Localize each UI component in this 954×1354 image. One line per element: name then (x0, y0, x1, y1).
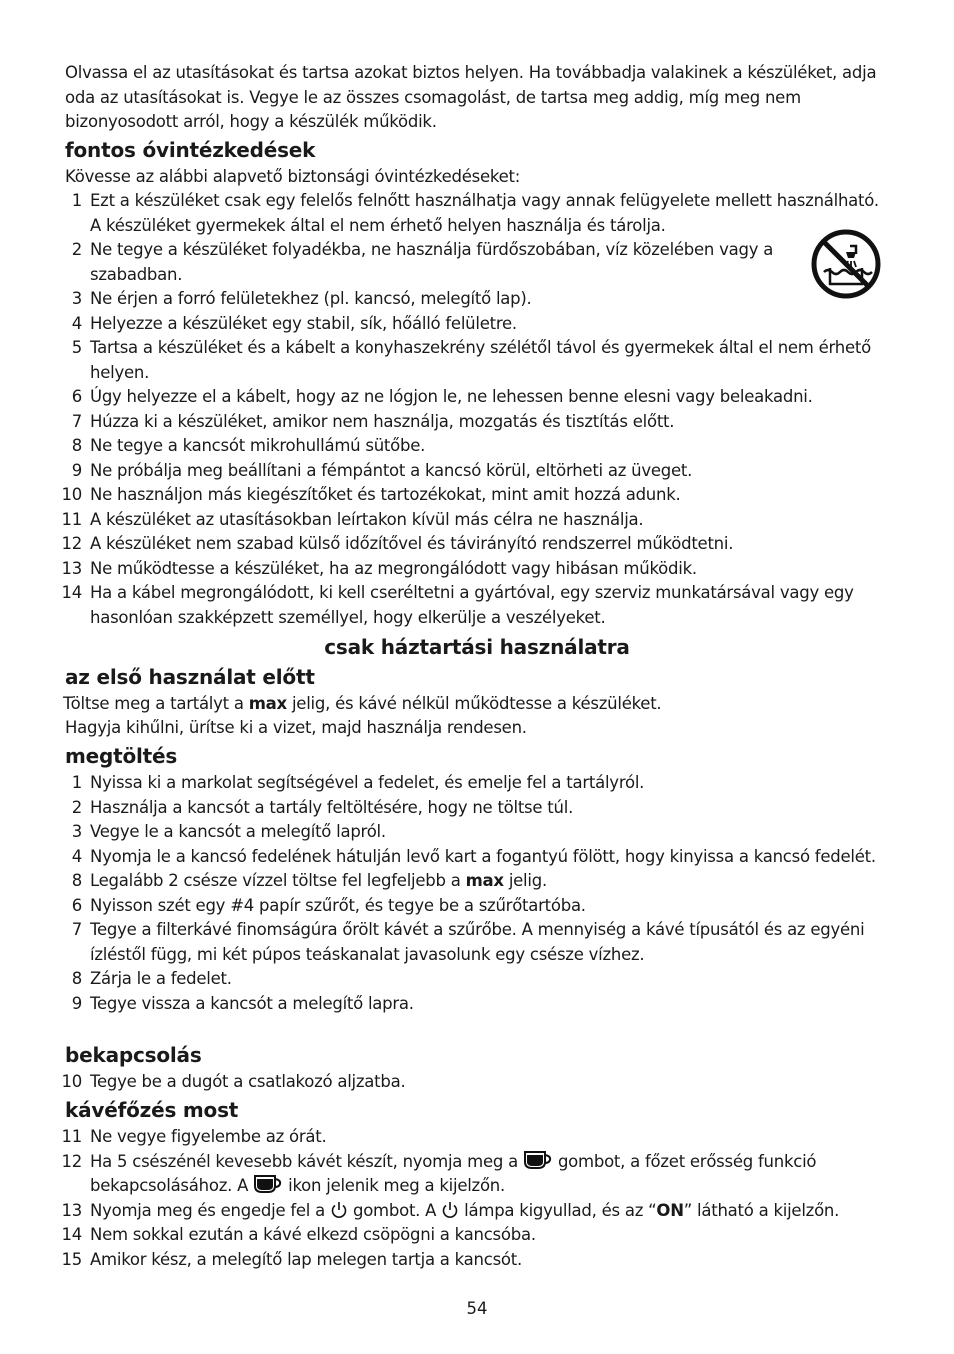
list-item: 9 Ne próbálja meg beállítani a fémpántot a kancsó körül, eltörheti az üveget. (71, 460, 693, 480)
list-item: 12 Ha 5 csészénél kevesebb kávét készít, nyomja meg a gombot, a főzet erősség funkció bekapcsolásához. A ikon jelenik meg a kijelzőn. (61, 1151, 817, 1195)
list-item: 12 A készüléket nem szabad külső időzítővel és távirányító rendszerrel működtetni. (61, 534, 734, 553)
switch-on-heading: bekapcsolás (65, 1043, 202, 1067)
list-item: 10 Tegye be a dugót a csatlakozó aljzatba. (61, 1072, 406, 1091)
brewing-heading: kávéfőzés most (65, 1098, 239, 1122)
first-use-line1: Töltse meg a tartályt a max jelig, és kávé nélkül működtesse a készüléket. (63, 694, 662, 713)
list-item: 6 Úgy helyezze el a kábelt, hogy az ne lógjon le, ne lehessen benne elesni vagy beleakadni. (71, 387, 813, 406)
no-water-immersion-icon (810, 228, 882, 300)
list-item: 11 Ne vegye figyelembe az órát. (61, 1127, 327, 1146)
first-use-heading: az első használat előtt (65, 665, 315, 689)
list-item: 14 Ha a kábel megrongálódott, ki kell cseréltetni a gyártóval, egy szerviz munkatársával vagy egy hasonlóan szakképzett személlyel, hogy elkerülje a veszélyeket. (61, 583, 854, 627)
list-item: 8 Ne tegye a kancsót mikrohullámú sütőbe. (71, 436, 426, 455)
household-use-heading: csak háztartási használatra (324, 635, 630, 659)
list-item: 1 Nyissa ki a markolat segítségével a fedelet, és emelje fel a tartályról. (71, 773, 645, 792)
list-item: 7 Tegye a filterkávé finomságúra őrölt kávét a szűrőbe. A mennyiség a kávé típusától és az egyéni ízléstől függ, mi két púpos teáskanalat javasolunk egy csésze vízhez. (71, 920, 865, 964)
power-icon (441, 1201, 459, 1219)
list-item: 2 Használja a kancsót a tartály feltöltésére, hogy ne töltse túl. (71, 797, 574, 817)
switch-on-list (0, 1070, 954, 1095)
coffee-strength-icon (253, 1174, 283, 1194)
safety-heading: fontos óvintézkedések (65, 138, 316, 162)
list-item: 1 Ezt a készüléket csak egy felelős felnőtt használhatja vagy annak felügyelete mellett használható. A készüléket gyermekek által el nem érhető helyen használja és tárolja. (71, 191, 879, 235)
list-item: 4 Helyezze a készüléket egy stabil, sík, hőálló felületre. (71, 313, 517, 333)
filling-heading: megtöltés (65, 744, 178, 768)
power-icon (330, 1201, 348, 1219)
safety-lead: Kövesse az alábbi alapvető biztonsági óvintézkedéseket: (65, 167, 521, 186)
list-item: 13 Ne működtesse a készüléket, ha az megrongálódott vagy hibásan működik. (61, 558, 697, 578)
list-item: 15 Amikor kész, a melegítő lap melegen tartja a kancsót. (61, 1249, 522, 1269)
list-item: 8 Zárja le a fedelet. (71, 969, 232, 988)
first-use-line2: Hagyja kihűlni, ürítse ki a vizet, majd használja rendesen. (65, 718, 527, 737)
list-item: 9 Tegye vissza a kancsót a melegítő lapra. (71, 993, 414, 1013)
list-item: 10 Ne használjon más kiegészítőket és tartozékokat, mint amit hozzá adunk. (61, 485, 681, 504)
list-item: 5 Tartsa a készüléket és a kábelt a konyhaszekrény szélétől távol és gyermekek által el nem érhető helyen. (71, 338, 871, 382)
coffee-strength-icon (523, 1150, 553, 1170)
filling-list (0, 771, 954, 1016)
list-item: 6 Nyisson szét egy #4 papír szűrőt, és tegye be a szűrőtartóba. (71, 895, 586, 915)
list-item: 8 Legalább 2 csésze vízzel töltse fel legfeljebb a max jelig. (71, 871, 547, 890)
intro-paragraph: Olvassa el az utasításokat és tartsa azokat biztos helyen. Ha továbbadja valakinek a készüléket, adja oda az utasításokat is. Vegye le az összes csomagolást, de tartsa meg addig, míg meg nem bizonyosodott arról, hogy a készülék működik. (65, 63, 877, 131)
list-item: 14 Nem sokkal ezután a kávé elkezd csöpögni a kancsóba. (61, 1225, 536, 1244)
list-item: 3 Ne érjen a forró felületekhez (pl. kancsó, melegítő lap). (71, 289, 532, 308)
brewing-list (0, 1125, 954, 1272)
page-number: 54 (466, 1299, 488, 1318)
list-item: 2 Ne tegye a készüléket folyadékba, ne használja fürdőszobában, víz közelében vagy a szabadban. (71, 240, 774, 284)
list-item: 7 Húzza ki a készüléket, amikor nem használja, mozgatás és tisztítás előtt. (71, 411, 675, 431)
list-item: 3 Vegye le a kancsót a melegítő lapról. (71, 822, 386, 841)
list-item: 4 Nyomja le a kancsó fedelének hátulján levő kart a fogantyú fölött, hogy kinyissa a kancsó fedelét. (71, 846, 876, 866)
list-item: 13 Nyomja meg és engedje fel a gombot. A lámpa kigyullad, és az “ON” látható a kijelzőn. (61, 1200, 840, 1220)
list-item: 11 A készüléket az utasításokban leírtakon kívül más célra ne használja. (61, 509, 644, 529)
